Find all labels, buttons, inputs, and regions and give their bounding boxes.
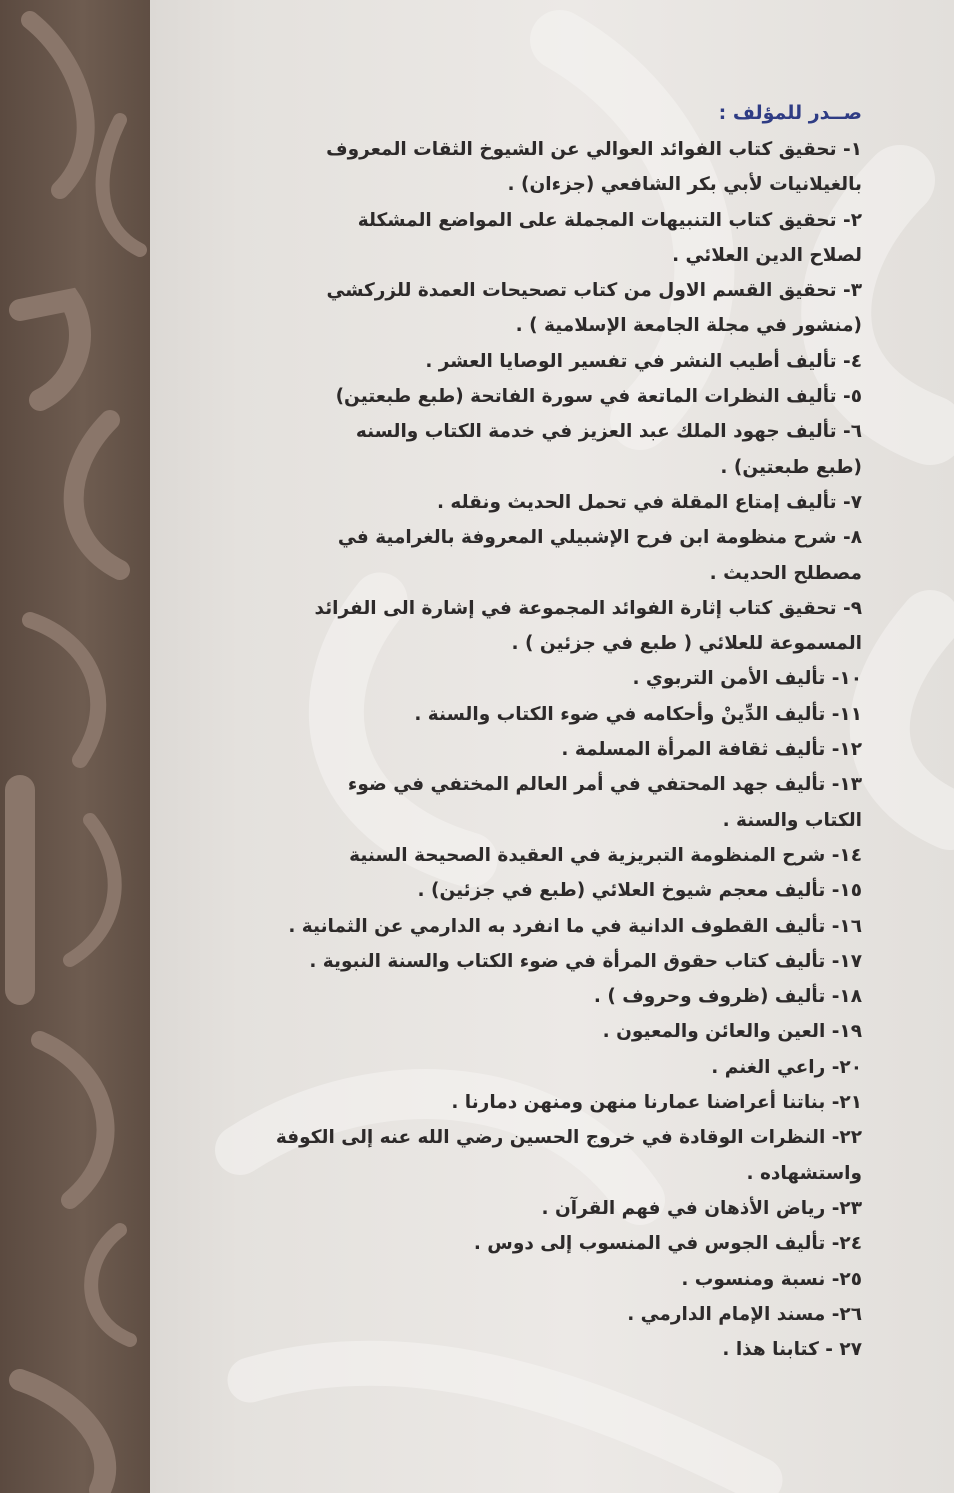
- list-line: واستشهاده .: [746, 1162, 862, 1184]
- list-line: ٢- تحقيق كتاب التنبيهات المجملة على المواضع المشكلة: [357, 209, 862, 231]
- list-line: ٧- تأليف إمتاع المقلة في تحمل الحديث ونقله .: [436, 491, 862, 513]
- list-line: ١٣- تأليف جهد المحتفي في أمر العالم المختفي في ضوء: [347, 774, 862, 796]
- list-line: ١٤- شرح المنظومة التبريزية في العقيدة الصحيحة السنية: [349, 844, 862, 866]
- list-line: المسموعة للعلائي ( طبع في جزئين ) .: [511, 633, 862, 655]
- list-line: ١١- تأليف الدِّينْ وأحكامه في ضوء الكتاب والسنة .: [414, 703, 862, 725]
- list-line: ١٧- تأليف كتاب حقوق المرأة في ضوء الكتاب والسنة النبوية .: [309, 950, 862, 972]
- list-line: لصلاح الدين العلائي .: [672, 244, 862, 266]
- list-line: (منشور في مجلة الجامعة الإسلامية ) .: [515, 315, 862, 337]
- list-line: ٢٢- النظرات الوقادة في خروج الحسين رضي الله عنه إلى الكوفة: [275, 1127, 862, 1149]
- list-line: ١٨- تأليف (ظروف وحروف ) .: [593, 986, 862, 1008]
- list-line: ٢٠- راعي الغنم .: [711, 1056, 862, 1078]
- list-line: ١٥- تأليف معجم شيوخ العلائي (طبع في جزئين) .: [417, 880, 862, 902]
- list-line: (طبع طبعتين) .: [720, 456, 862, 478]
- decorative-spine: [0, 0, 150, 1493]
- list-line: ٢٣- رياض الأذهان في فهم القرآن .: [541, 1197, 862, 1219]
- list-line: ١٩- العين والعائن والمعيون .: [602, 1021, 862, 1043]
- list-line: ٥- تأليف النظرات الماتعة في سورة الفاتحة (طبع طبعتين): [335, 386, 862, 408]
- spine-calligraphy: [0, 0, 150, 1493]
- list-line: بالغيلانيات لأبي بكر الشافعي (جزءان) .: [507, 174, 862, 196]
- list-line: ٢٥- نسبة ومنسوب .: [681, 1268, 862, 1290]
- list-line: ١٠- تأليف الأمن التربوي .: [632, 668, 862, 690]
- list-line: ١- تحقيق كتاب الفوائد العوالي عن الشيوخ الثقات المعروف: [326, 139, 862, 160]
- list-line: ٣- تحقيق القسم الاول من كتاب تصحيحات العمدة للزركشي: [326, 280, 862, 302]
- list-line: ١٢- تأليف ثقافة المرأة المسلمة .: [561, 739, 862, 761]
- list-line: ٤- تأليف أطيب النشر في تفسير الوصايا العشر .: [425, 350, 862, 372]
- list-line: ٩- تحقيق كتاب إثارة الفوائد المجموعة في إشارة الى الفرائد: [314, 597, 862, 619]
- list-line: ٢١- بناتنا أعراضنا عمارنا منهن ومنهن دمارنا .: [451, 1092, 862, 1114]
- publications-list: [222, 96, 862, 1367]
- list-line: الكتاب والسنة .: [722, 809, 862, 831]
- list-heading: صــدر للمؤلف :: [718, 102, 862, 124]
- list-lines: [222, 132, 862, 1367]
- list-line: ٢٧ - كتابنا هذا .: [722, 1339, 862, 1361]
- list-line: ٨- شرح منظومة ابن فرح الإشبيلي المعروفة بالغرامية في: [337, 527, 862, 549]
- list-line: ٦- تأليف جهود الملك عبد العزيز في خدمة الكتاب والسنه: [355, 421, 862, 443]
- list-line: مصطلح الحديث .: [709, 562, 862, 584]
- list-line: ١٦- تأليف القطوف الدانية في ما انفرد به الدارمي عن الثمانية .: [288, 915, 862, 937]
- list-line: ٢٤- تأليف الجوس في المنسوب إلى دوس .: [473, 1233, 862, 1255]
- list-line: ٢٦- مسند الإمام الدارمي .: [627, 1303, 862, 1325]
